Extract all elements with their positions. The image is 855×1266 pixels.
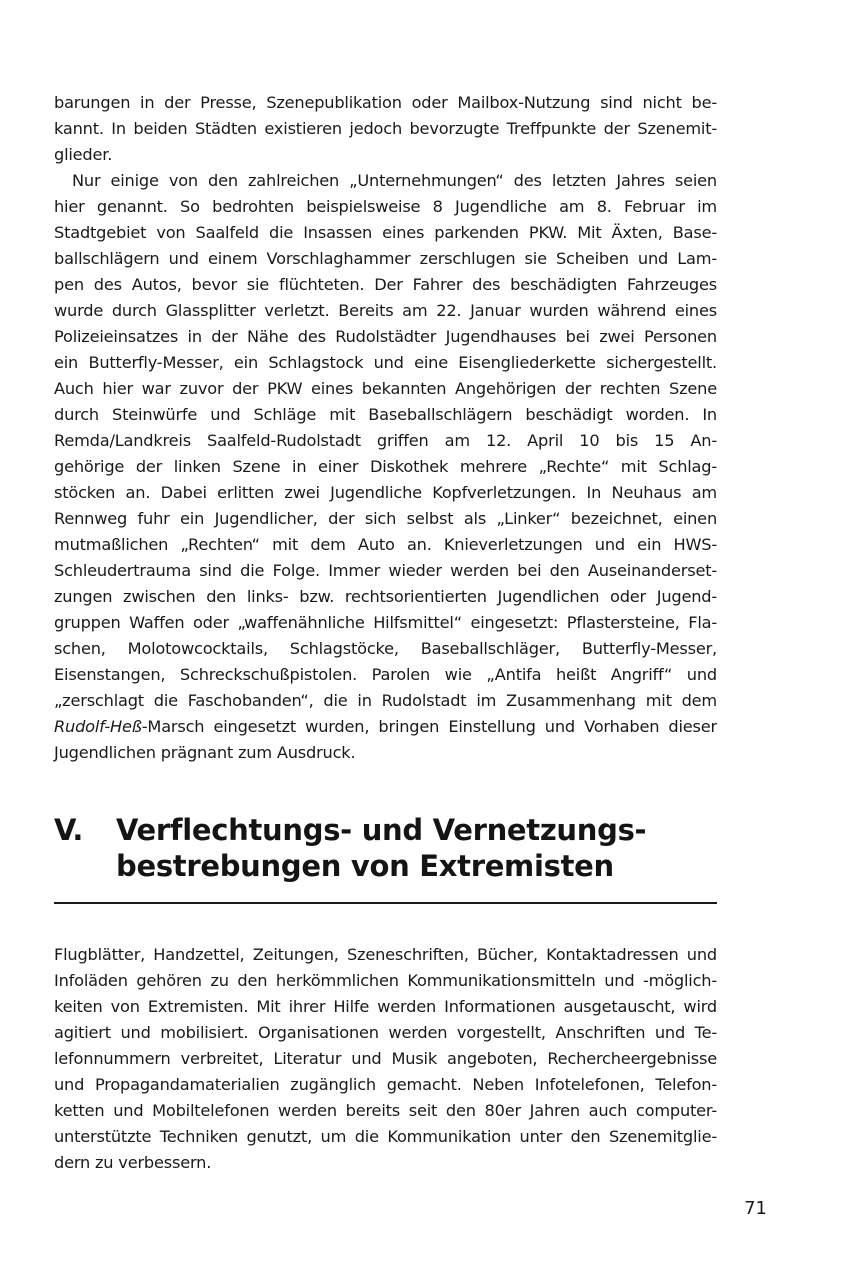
text-line: glieder. — [54, 145, 113, 164]
heading-divider — [54, 902, 717, 904]
text-line: lefonnummern verbreitet, Literatur und Musik angeboten, Rechercheergebnisse — [54, 1049, 717, 1068]
section-title-line-2: bestrebungen von Extremisten — [116, 849, 614, 883]
text-line: Schleudertrauma sind die Folge. Immer wieder werden bei den Auseinanderset- — [54, 561, 717, 580]
text-line: Eisenstangen, Schreckschußpistolen. Parolen wie „Antifa heißt Angriff“ und — [54, 665, 717, 684]
section-title-line-1: Verflechtungs- und Vernetzungs- — [116, 813, 647, 847]
text-line: durch Steinwürfe und Schläge mit Baseballschlägern beschädigt worden. In — [54, 405, 717, 424]
text-line: Flugblätter, Handzettel, Zeitungen, Szeneschriften, Bücher, Kontaktadressen und — [54, 945, 717, 964]
text-line: gruppen Waffen oder „waffenähnliche Hilfsmittel“ eingesetzt: Pflastersteine, Fla- — [54, 613, 717, 632]
italic-term: Rudolf-Heß — [54, 717, 142, 736]
text-line: Nur einige von den zahlreichen „Unternehmungen“ des letzten Jahres seien — [72, 171, 717, 190]
section-number: V. — [54, 813, 84, 847]
section-heading — [54, 812, 717, 884]
text-line: Infoläden gehören zu den herkömmlichen Kommunikationsmitteln und -möglich- — [54, 971, 717, 990]
text-line: unterstützte Techniken genutzt, um die Kommunikation unter den Szenemitglie- — [54, 1127, 717, 1146]
text-line: Remda/Landkreis Saalfeld-Rudolstadt griffen am 12. April 10 bis 15 An- — [54, 431, 717, 450]
text-line-with-italic — [54, 714, 717, 740]
page-number: 71 — [744, 1198, 767, 1219]
text-fragment: -Marsch eingesetzt wurden, bringen Einstellung und Vorhaben dieser — [141, 717, 717, 736]
text-line: barungen in der Presse, Szenepublikation oder Mailbox-Nutzung sind nicht be- — [54, 93, 717, 112]
text-line: wurde durch Glassplitter verletzt. Bereits am 22. Januar wurden während eines — [54, 301, 717, 320]
text-line: ballschlägern und einem Vorschlaghammer zerschlugen sie Scheiben und Lam- — [54, 249, 717, 268]
text-line: zungen zwischen den links- bzw. rechtsorientierten Jugendlichen oder Jugend- — [54, 587, 717, 606]
text-line: Jugendlichen prägnant zum Ausdruck. — [54, 743, 356, 762]
text-line: schen, Molotowcocktails, Schlagstöcke, Baseballschläger, Butterfly-Messer, — [54, 639, 717, 658]
text-line: ein Butterfly-Messer, ein Schlagstock und eine Eisengliederkette sichergestellt. — [54, 353, 717, 372]
text-line: pen des Autos, bevor sie flüchteten. Der Fahrer des beschädigten Fahrzeuges — [54, 275, 717, 294]
text-line: mutmaßlichen „Rechten“ mit dem Auto an. Knieverletzungen und ein HWS- — [54, 535, 717, 554]
text-line: Auch hier war zuvor der PKW eines bekannten Angehörigen der rechten Szene — [54, 379, 717, 398]
text-line: Rennweg fuhr ein Jugendlicher, der sich selbst als „Linker“ bezeichnet, einen — [54, 509, 717, 528]
text-line: „zerschlagt die Faschobanden“, die in Rudolstadt im Zusammenhang mit dem — [54, 691, 717, 710]
text-line: gehörige der linken Szene in einer Diskothek mehrere „Rechte“ mit Schlag- — [54, 457, 717, 476]
text-line: Polizeieinsatzes in der Nähe des Rudolstädter Jugendhauses bei zwei Personen — [54, 327, 717, 346]
text-line: ketten und Mobiltelefonen werden bereits seit den 80er Jahren auch computer- — [54, 1101, 717, 1120]
text-line: stöcken an. Dabei erlitten zwei Jugendliche Kopfverletzungen. In Neuhaus am — [54, 483, 717, 502]
text-line: dern zu verbessern. — [54, 1153, 212, 1172]
text-line: hier genannt. So bedrohten beispielsweise 8 Jugendliche am 8. Februar im — [54, 197, 717, 216]
text-line: kannt. In beiden Städten existieren jedoch bevorzugte Treffpunkte der Szenemit- — [54, 119, 717, 138]
paragraph-communication — [54, 942, 717, 1176]
paragraph-incidents — [54, 168, 717, 766]
text-line: und Propagandamaterialien zugänglich gemacht. Neben Infotelefonen, Telefon- — [54, 1075, 717, 1094]
text-line: keiten von Extremisten. Mit ihrer Hilfe werden Informationen ausgetauscht, wird — [54, 997, 717, 1016]
text-line: Stadtgebiet von Saalfeld die Insassen eines parkenden PKW. Mit Äxten, Base- — [54, 223, 717, 242]
text-line: agitiert und mobilisiert. Organisationen werden vorgestellt, Anschriften und Te- — [54, 1023, 717, 1042]
paragraph-continuation — [54, 90, 717, 168]
